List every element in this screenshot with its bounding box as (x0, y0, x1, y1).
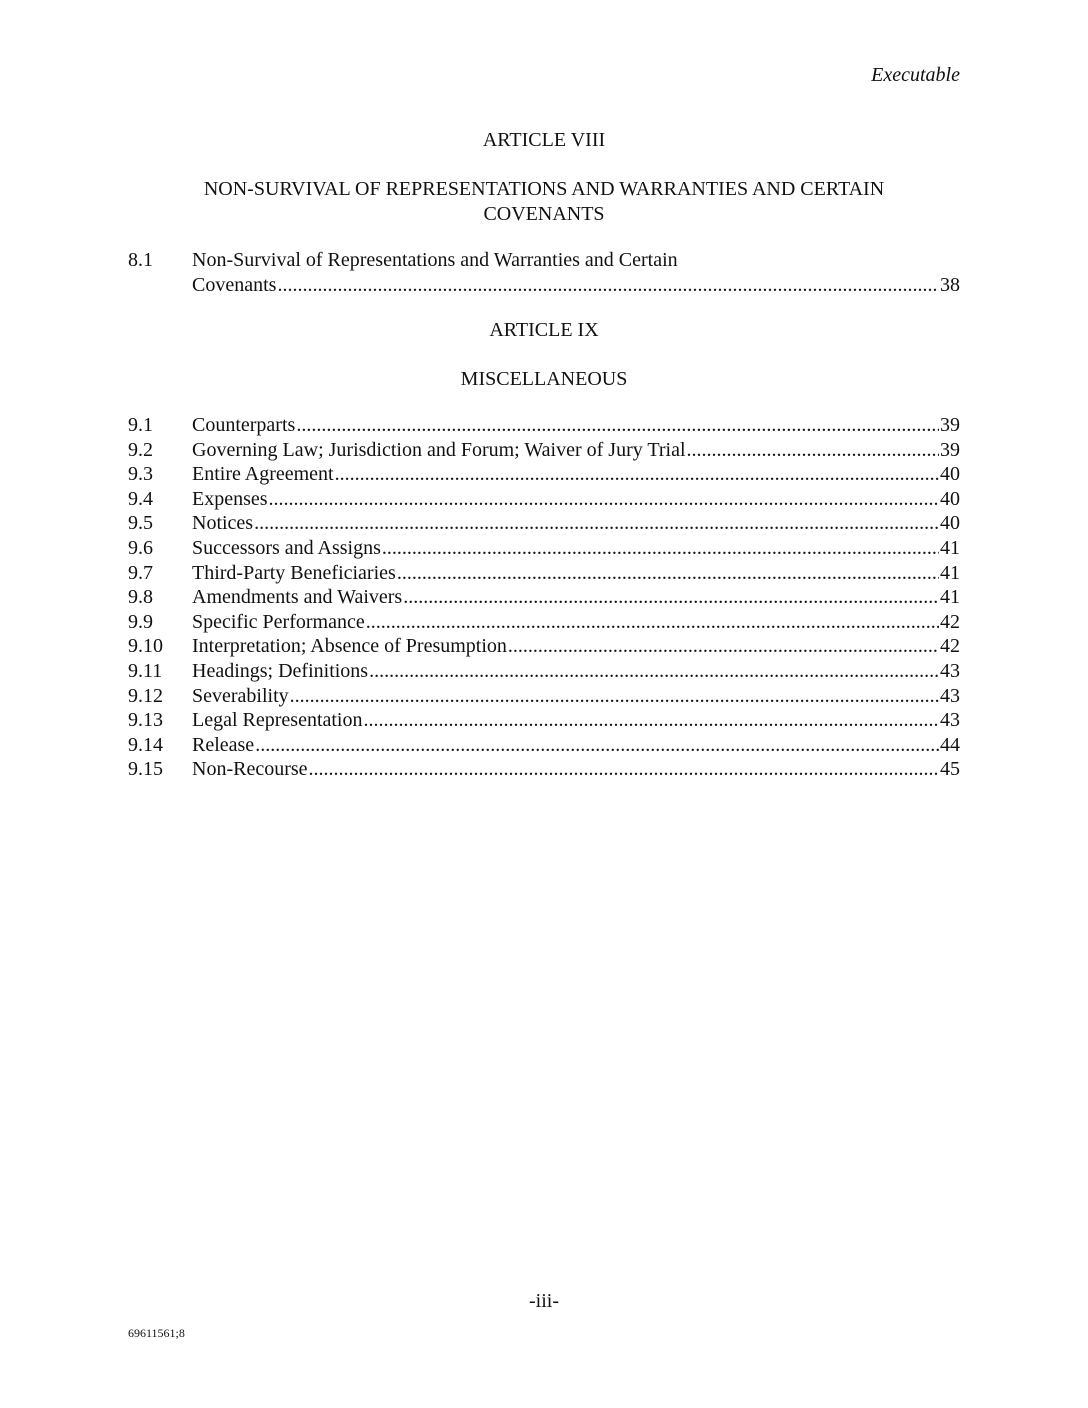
toc-entry-9-10[interactable] (128, 634, 960, 658)
toc-entry-9-5[interactable] (128, 511, 960, 535)
toc-entry-9-11[interactable] (128, 659, 960, 683)
toc-entry-number: 9.1 (128, 414, 153, 436)
toc-entry-title: Third-Party Beneficiaries (192, 561, 396, 584)
dot-leader (255, 733, 939, 757)
article-viii-heading: ARTICLE VIII (482, 129, 606, 151)
toc-entry-page: 42 (940, 610, 960, 633)
toc-entry-number: 9.2 (128, 438, 153, 461)
dot-leader (369, 659, 939, 683)
toc-entry-title: Legal Representation (192, 709, 363, 732)
toc-entry-title: Non-Recourse (192, 758, 308, 781)
toc-entry-page: 44 (940, 733, 960, 756)
toc-entry-9-15[interactable] (128, 757, 960, 781)
toc-entry-page: 43 (940, 709, 960, 732)
dot-leader (382, 536, 939, 560)
toc-entry-page: 43 (940, 660, 960, 682)
toc-entry-page: 40 (940, 487, 960, 510)
toc-entry-page: 39 (940, 438, 960, 461)
toc-entry-number: 8.1 (128, 249, 153, 271)
toc-entry-number: 9.12 (128, 684, 163, 707)
dot-leader (508, 634, 939, 658)
dot-leader (403, 585, 939, 609)
dot-leader (254, 511, 939, 535)
toc-entry-title-line1: Non-Survival of Representations and Warranties and Certain (192, 249, 678, 271)
dot-leader (335, 462, 939, 486)
toc-entry-number: 9.9 (128, 610, 153, 633)
toc-entry-number: 9.3 (128, 463, 153, 486)
document-id: 69611561;8 (128, 1326, 185, 1340)
toc-entry-number: 9.4 (128, 487, 153, 510)
toc-entry-title: Notices (192, 512, 254, 535)
toc-entry-page: 40 (940, 512, 960, 535)
article-ix-heading: ARTICLE IX (489, 319, 599, 341)
dot-leader (364, 708, 940, 732)
toc-entry-number: 9.5 (128, 512, 153, 535)
toc-entry-9-2[interactable] (128, 438, 960, 462)
dot-leader (277, 273, 939, 297)
toc-entry-page: 42 (940, 635, 960, 658)
dot-leader (296, 413, 939, 437)
toc-entry-title: Successors and Assigns (192, 537, 381, 559)
toc-entry-number: 9.8 (128, 586, 153, 609)
dot-leader (269, 487, 939, 511)
toc-entry-number: 9.10 (128, 635, 163, 658)
toc-entry-title: Interpretation; Absence of Presumption (192, 635, 507, 658)
dot-leader (309, 757, 939, 781)
toc-entry-number: 9.6 (128, 537, 153, 559)
toc-entry-title-line2: Covenants (192, 274, 277, 296)
page-number: -iii- (529, 1290, 559, 1312)
toc-entry-title: Severability (192, 684, 289, 707)
toc-entry-number: 9.7 (128, 561, 153, 584)
dot-leader (687, 438, 939, 462)
toc-entry-9-7[interactable] (128, 561, 960, 585)
toc-entry-9-6[interactable] (128, 536, 960, 560)
toc-entry-9-8[interactable] (128, 585, 960, 609)
dot-leader (366, 610, 939, 634)
toc-entry-9-13[interactable] (128, 708, 960, 732)
toc-entry-title: Specific Performance (192, 610, 365, 633)
toc-entry-9-4[interactable] (128, 487, 960, 511)
toc-entry-page: 41 (940, 537, 960, 559)
toc-entry-9-3[interactable] (128, 462, 960, 486)
article-viii-title-line2: COVENANTS (483, 203, 605, 225)
toc-entry-title: Headings; Definitions (192, 660, 369, 682)
toc-entry-title: Amendments and Waivers (192, 586, 403, 609)
dot-leader (290, 684, 939, 708)
dot-leader (397, 561, 939, 585)
toc-entry-title: Release (192, 733, 255, 756)
toc-entry-title: Governing Law; Jurisdiction and Forum; Waiver of Jury Trial (192, 438, 686, 461)
article-viii-title-line1: NON-SURVIVAL OF REPRESENTATIONS AND WARRANTIES AND CERTAIN (203, 178, 885, 200)
toc-entry-title: Entire Agreement (192, 463, 334, 486)
toc-entry-9-1[interactable] (128, 413, 960, 437)
toc-entry-number: 9.15 (128, 758, 163, 781)
toc-entry-page: 39 (940, 414, 960, 436)
toc-entry-page: 43 (940, 684, 960, 707)
toc-entry-number: 9.13 (128, 709, 163, 732)
toc-entry-9-9[interactable] (128, 610, 960, 634)
toc-entry-number: 9.14 (128, 733, 163, 756)
toc-entry-page: 41 (940, 586, 960, 609)
toc-entry-title: Counterparts (192, 414, 296, 436)
toc-entry-page: 38 (940, 274, 960, 296)
toc-entry-9-12[interactable] (128, 684, 960, 708)
toc-entry-page: 41 (940, 561, 960, 584)
toc-entry-9-14[interactable] (128, 733, 960, 757)
toc-entry-number: 9.11 (128, 660, 163, 682)
toc-entry-page: 40 (940, 463, 960, 486)
article-ix-title: MISCELLANEOUS (460, 368, 628, 390)
toc-entry-page: 45 (940, 758, 960, 781)
document-status-tag: Executable (871, 64, 960, 86)
toc-entry-title: Expenses (192, 487, 268, 510)
